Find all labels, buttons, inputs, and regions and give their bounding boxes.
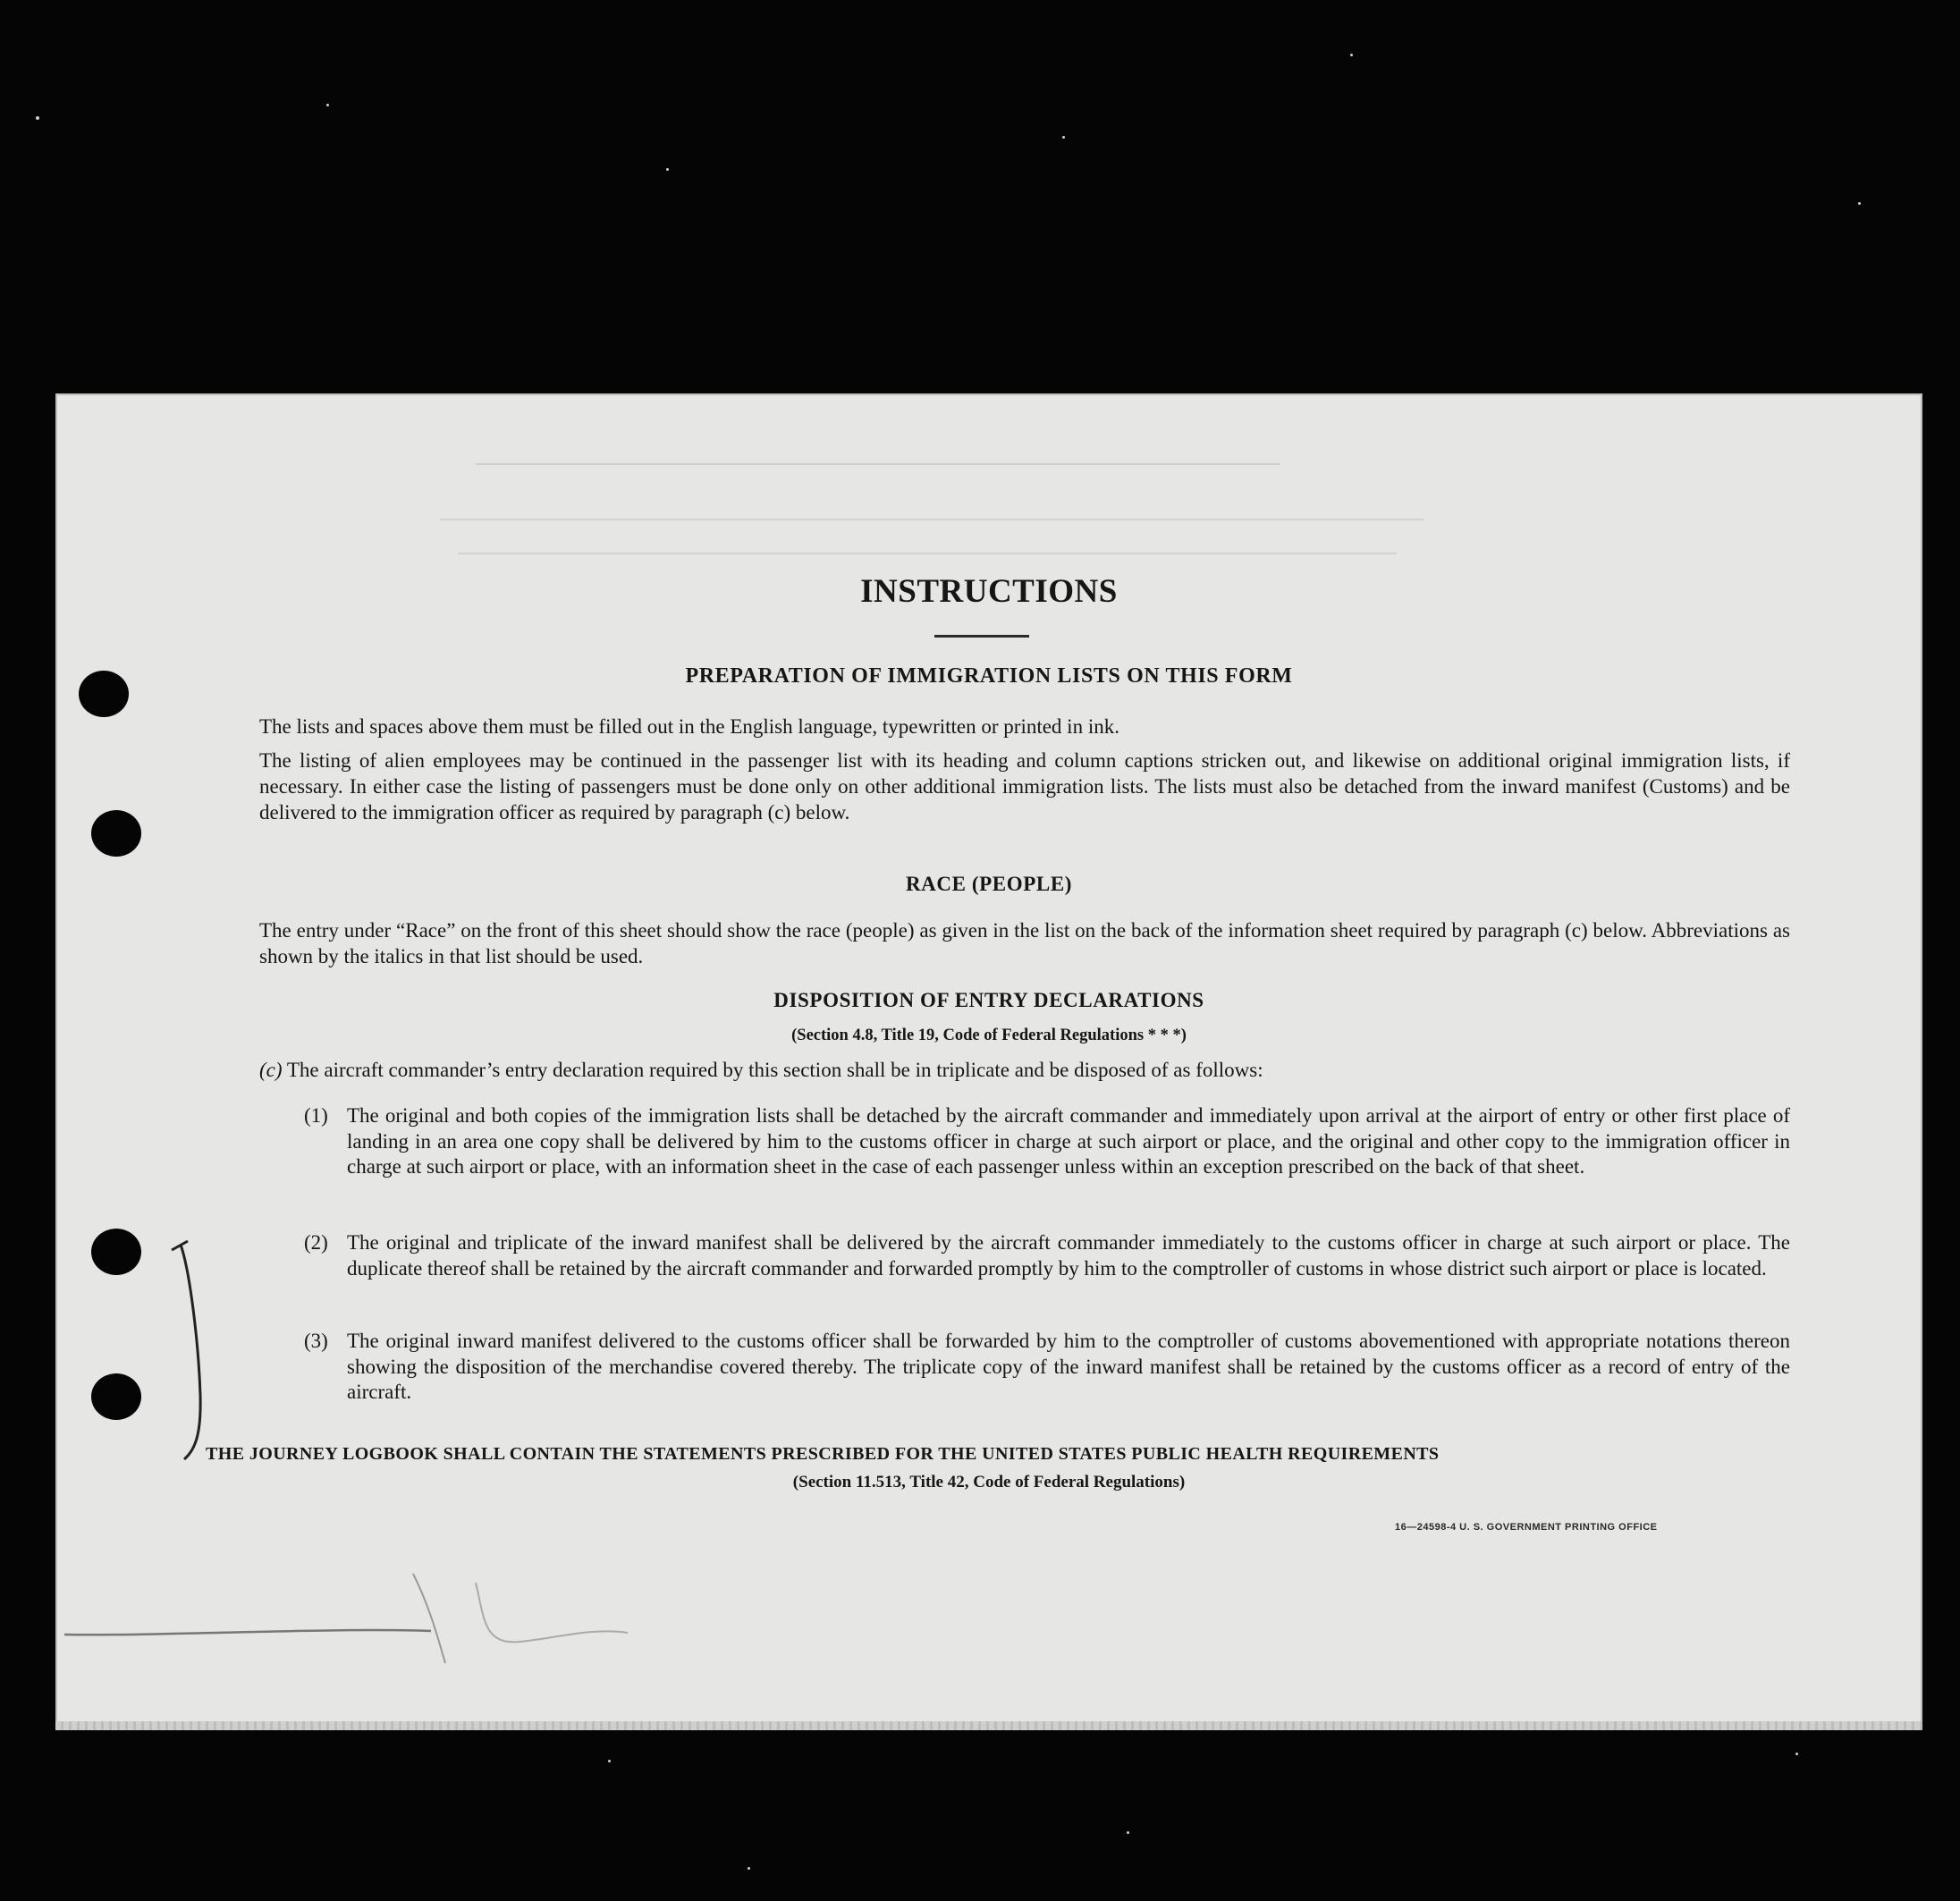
scan-speck xyxy=(1858,202,1861,205)
punch-hole xyxy=(91,810,141,857)
page-title: INSTRUCTIONS xyxy=(860,573,1118,610)
section-heading-disposition: DISPOSITION OF ENTRY DECLARATIONS xyxy=(773,989,1204,1011)
health-regulation-reference: (Section 11.513, Title 42, Code of Federal Regulations) xyxy=(792,1473,1186,1491)
paragraph-body: The aircraft commander’s entry declaration required by this section shall be in triplicate and be disposed of as follows: xyxy=(286,1059,1263,1081)
item-number: (1) xyxy=(304,1104,328,1127)
list-item xyxy=(304,1230,1790,1281)
bleed-through-header xyxy=(440,436,1513,579)
punch-hole xyxy=(91,1373,141,1420)
regulation-reference: (Section 4.8, Title 19, Code of Federal Regulations * * *) xyxy=(791,1027,1187,1044)
item-text: The original and both copies of the immigration lists shall be detached by the aircraft commander and immediately upon arrival at the airport of entry or other first place of landing in an area one copy shall be delivered by him to the customs officer in charge at such airport or place, and the original and other copy to the immigration officer in charge at such airport or place, with an information sheet in the case of each passenger unless within an exception prescribed on the back of that sheet. xyxy=(347,1104,1790,1178)
paragraph-race xyxy=(209,917,1790,969)
scan-speck xyxy=(36,116,39,120)
paragraph-c-intro xyxy=(209,1057,1790,1083)
printing-office-code: 16—24598-4 U. S. GOVERNMENT PRINTING OFFICE xyxy=(1395,1522,1658,1533)
item-number: (3) xyxy=(304,1330,328,1352)
title-underline xyxy=(934,635,1029,638)
scan-speck xyxy=(1795,1753,1798,1755)
scan-speck xyxy=(1062,136,1065,139)
section-heading-preparation: PREPARATION OF IMMIGRATION LISTS ON THIS FORM xyxy=(685,664,1293,688)
handwritten-bracket xyxy=(145,1234,207,1466)
item-number: (2) xyxy=(304,1231,328,1254)
paragraph-text: The listing of alien employees may be continued in the passenger list with its heading and column captions stricken out, and likewise on additional original immigration lists, if necessary. In either case the listing of passengers must be done only on other additional immigration lists. The lists must also be detached from the inward manifest (Customs) and be delivered to the immigration officer as required by paragraph (c) below. xyxy=(259,749,1790,824)
punch-hole xyxy=(91,1229,141,1275)
paragraph-text: The entry under “Race” on the front of this sheet should show the race (people) as given in the list on the back of the information sheet required by paragraph (c) below. Abbreviations as shown by the italics in that list should be used. xyxy=(259,919,1790,967)
paragraph-alien-employees xyxy=(209,748,1790,825)
scan-speck xyxy=(326,104,329,106)
scan-speck xyxy=(1350,54,1353,56)
item-text: The original and triplicate of the inward manifest shall be delivered by the aircraft commander immediately to the customs officer in charge at such airport or place. The duplicate thereof shall be retained by the aircraft commander and forwarded promptly by him to the comptroller of customs in whose district such airport or place is located. xyxy=(347,1231,1790,1280)
scan-speck xyxy=(748,1867,750,1870)
list-item xyxy=(304,1103,1790,1180)
paragraph-label: (c) xyxy=(259,1059,283,1081)
paragraph-text: The lists and spaces above them must be filled out in the English language, typewritten or printed in ink. xyxy=(259,715,1119,738)
sheet-edge xyxy=(55,1721,1922,1730)
scan-speck xyxy=(608,1760,611,1762)
list-item xyxy=(304,1329,1790,1406)
scan-speck xyxy=(1127,1831,1129,1834)
paragraph-text xyxy=(209,1057,1790,1083)
journey-logbook-statement: THE JOURNEY LOGBOOK SHALL CONTAIN THE STATEMENTS PRESCRIBED FOR THE UNITED STATES PUBLIC HEALTH REQUIREMENTS xyxy=(206,1444,1440,1464)
item-text: The original inward manifest delivered to the customs officer shall be forwarded by him to the comptroller of customs abovementioned with appropriate notations thereon showing the disposition of the merchandise covered thereby. The triplicate copy of the inward manifest shall be retained by the customs officer as a record of entry of the aircraft. xyxy=(347,1330,1790,1403)
section-heading-race: RACE (PEOPLE) xyxy=(905,873,1073,895)
paragraph-english-language xyxy=(209,714,1790,739)
scan-speck xyxy=(666,168,669,171)
document-sheet xyxy=(55,393,1922,1730)
signature-bleed xyxy=(55,1556,681,1681)
